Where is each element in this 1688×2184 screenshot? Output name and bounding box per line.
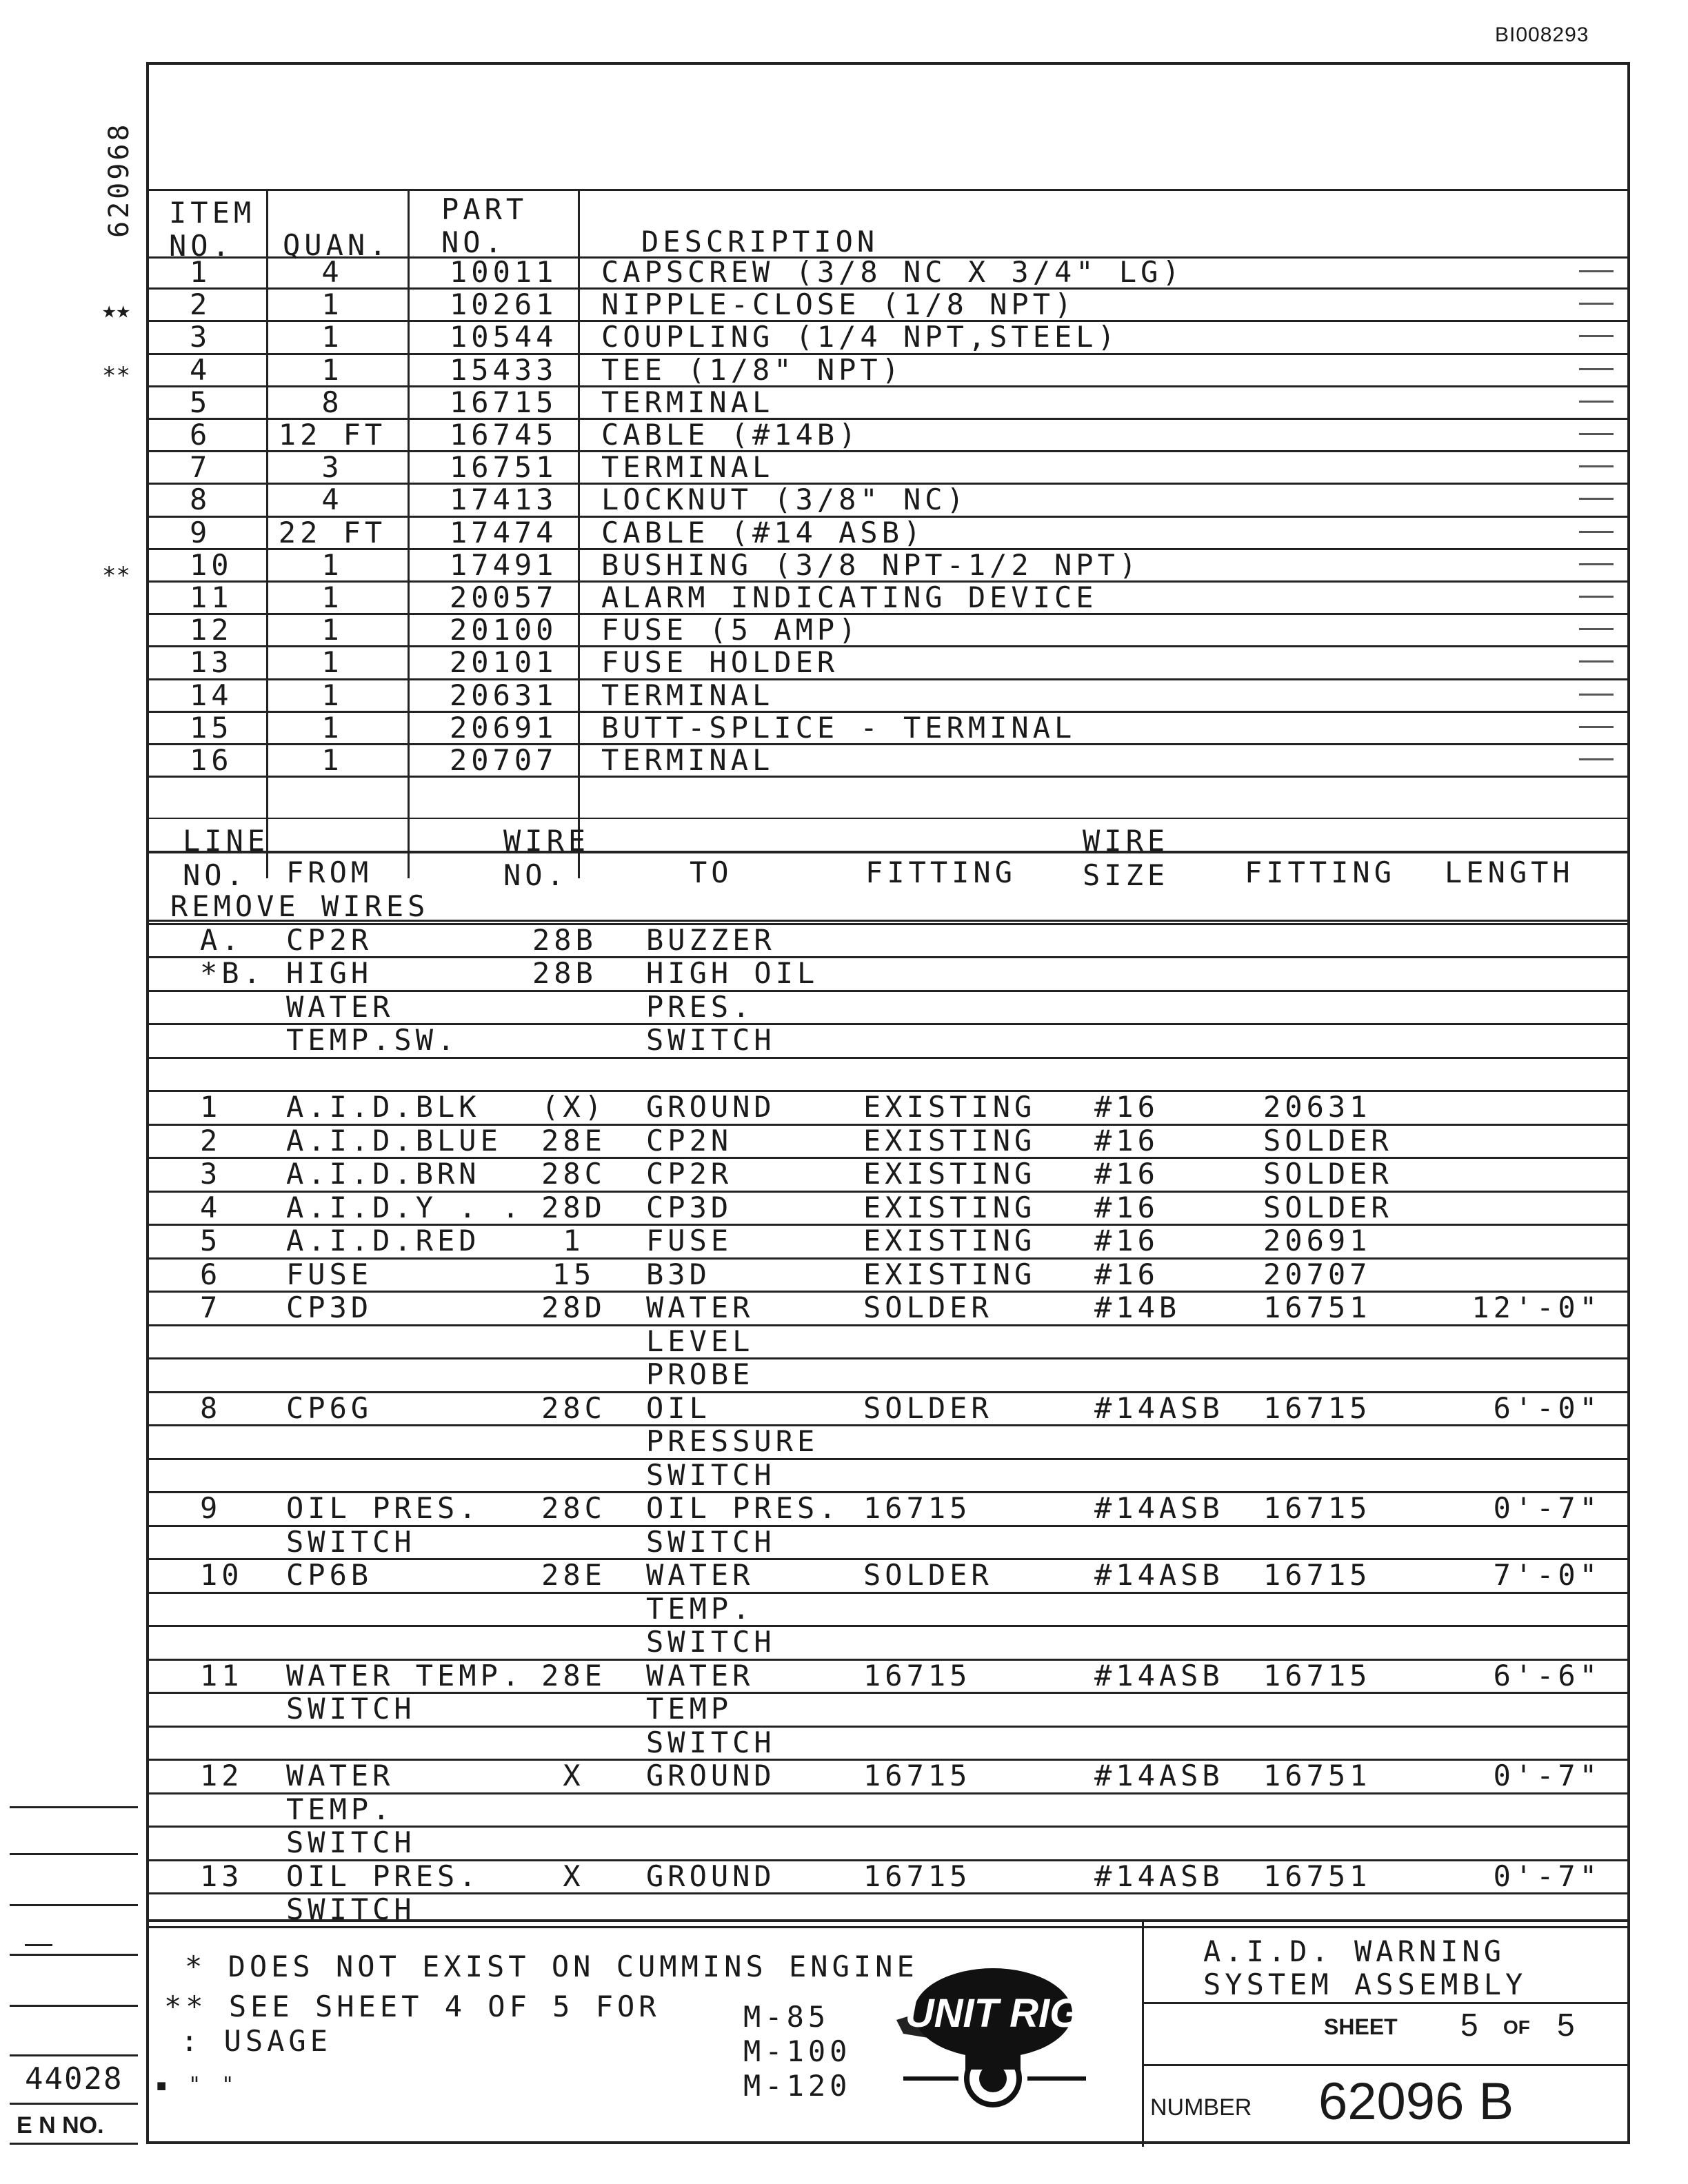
wire-from: OIL PRES. [286,1491,481,1525]
part-quantity: 12 FT [278,418,387,452]
wire-number: 28D [541,1190,606,1224]
part-item-no: 8 [190,483,212,517]
wire-size: #14ASB [1094,1491,1224,1525]
wire-from: OIL PRES. [286,1859,481,1893]
wire-to: CP2R [646,1157,733,1191]
model-m120: M-120 [743,2069,852,2103]
note-ditto: ▪ " " [155,2073,239,2097]
wire-size: #14ASB [1094,1759,1224,1792]
star-mark: ★★ [102,296,130,324]
wire-number: (X) [541,1090,606,1124]
part-quantity: 1 [321,710,343,745]
wire-to: SWITCH [646,1625,776,1659]
wire-fitting-to: 16751 [1263,1859,1372,1893]
wire-line-no: 10 [200,1558,243,1592]
part-description: CABLE (#14 ASB) [601,515,925,549]
part-quantity: 1 [321,547,343,582]
wire-size: #14B [1094,1291,1181,1324]
wire-from: CP6G [286,1391,373,1425]
wire-fitting-from: SOLDER [863,1391,993,1425]
part-item-no: 13 [190,645,233,680]
part-item-no: 3 [190,320,212,354]
remove-from: TEMP.SW. [286,1023,459,1057]
part-quantity: 1 [321,352,343,387]
wire-number: 28D [541,1291,606,1324]
wire-to: TEMP [646,1692,733,1726]
wire-line-no: 7 [200,1291,222,1324]
remove-line-no: A. [200,922,243,957]
model-m100: M-100 [743,2034,852,2068]
star-mark: ** [102,362,130,390]
wire-length: 0'-7" [1493,1491,1601,1525]
wire-from: WATER TEMP. [286,1658,524,1692]
part-item-no: 2 [190,287,212,322]
part-quantity: 8 [321,385,343,419]
note-see-sheet: ** SEE SHEET 4 OF 5 FOR [164,1990,661,2023]
wire-to: WATER [646,1291,754,1324]
wire-size: #16 [1094,1190,1159,1224]
wire-fitting-to: SOLDER [1263,1190,1393,1224]
side-label-text: 620968 [103,121,135,238]
wire-from: A.I.D.Y . . [286,1190,524,1224]
wire-line-no: 8 [200,1391,222,1425]
part-quantity: 1 [321,320,343,354]
drawing-number: 62096 B [1318,2072,1514,2131]
part-description: TERMINAL [601,743,774,777]
header-length: LENGTH [1445,856,1574,889]
number-label: NUMBER [1150,2094,1252,2121]
wire-fitting-from: EXISTING [863,1090,1036,1124]
part-quantity: 4 [321,483,343,517]
document-id: BI008293 [1495,23,1589,46]
wire-to: SWITCH [646,1725,776,1759]
wire-line-no: 13 [200,1859,243,1893]
remove-from: CP2R [286,922,373,957]
part-number: 15433 [450,352,558,387]
wire-size: #16 [1094,1257,1159,1291]
wire-from: WATER [286,1759,394,1792]
wire-line-no: 9 [200,1491,222,1525]
wire-from: A.I.D.RED [286,1224,481,1257]
wire-fitting-from: EXISTING [863,1157,1036,1191]
wire-size: #16 [1094,1123,1159,1157]
dash-mark [25,1944,52,1946]
sheet-total: 5 [1557,2007,1575,2043]
part-quantity: 3 [321,450,343,485]
wire-fitting-to: 20631 [1263,1090,1372,1124]
wire-number: 1 [563,1224,585,1257]
part-number: 20691 [450,710,558,745]
part-number: 20707 [450,743,558,777]
remove-to: PRES. [646,989,754,1024]
wire-size: #14ASB [1094,1859,1224,1893]
of-label: OF [1503,2016,1530,2038]
part-item-no: 16 [190,743,233,777]
wire-length: 0'-7" [1493,1859,1601,1893]
wire-size: #16 [1094,1224,1159,1257]
remove-wire-no: 28B [532,956,597,990]
wire-to: LEVEL [646,1324,754,1358]
part-item-no: 1 [190,255,212,289]
wire-length: 6'-0" [1493,1391,1601,1425]
en-label: E N NO. [17,2112,104,2138]
header-part-no: PART NO. [441,192,528,260]
wire-from: A.I.D.BLUE [286,1123,502,1157]
part-quantity: 1 [321,645,343,680]
part-item-no: 5 [190,385,212,419]
wire-to: GROUND [646,1090,776,1124]
part-number: 20631 [450,678,558,712]
wire-size: #16 [1094,1157,1159,1191]
wire-fitting-to: 16715 [1263,1491,1372,1525]
header-from: FROM [286,856,373,889]
part-description: LOCKNUT (3/8" NC) [601,483,968,517]
en-number: 44028 [25,2061,123,2096]
wire-size: #16 [1094,1090,1159,1124]
wire-fitting-from: SOLDER [863,1558,993,1592]
part-number: 20057 [450,580,558,614]
part-description: ALARM INDICATING DEVICE [601,580,1098,614]
wire-fitting-to: 16751 [1263,1291,1372,1324]
wire-fitting-from: EXISTING [863,1257,1036,1291]
part-description: FUSE HOLDER [601,645,839,680]
part-item-no: 10 [190,547,233,582]
part-item-no: 15 [190,710,233,745]
header-fitting-1: FITTING [865,856,1017,889]
header-quan: QUAN. [283,228,391,262]
part-number: 17491 [450,547,558,582]
part-number: 10544 [450,320,558,354]
header-line-no: LINE NO. [183,824,270,893]
wire-to: CP2N [646,1123,733,1157]
wire-to: TEMP. [646,1591,754,1626]
wire-from: SWITCH [286,1892,416,1926]
remove-to: SWITCH [646,1023,776,1057]
sheet-number: 5 [1460,2007,1478,2043]
wire-fitting-to: SOLDER [1263,1157,1393,1191]
wire-fitting-from: 16715 [863,1491,972,1525]
wire-to: WATER [646,1558,754,1592]
wire-from: CP3D [286,1291,373,1324]
wire-to: B3D [646,1257,711,1291]
wire-fitting-from: EXISTING [863,1123,1036,1157]
wiring-table [146,0,1630,2184]
wire-to: SWITCH [646,1457,776,1492]
part-description: TERMINAL [601,450,774,485]
part-item-no: 9 [190,515,212,549]
note-cummins: * DOES NOT EXIST ON CUMMINS ENGINE [185,1950,918,1983]
part-number: 16751 [450,450,558,485]
part-description: COUPLING (1/4 NPT,STEEL) [601,320,1119,354]
wire-length: 0'-7" [1493,1759,1601,1792]
part-description: NIPPLE-CLOSE (1/8 NPT) [601,287,1076,322]
wire-to: SWITCH [646,1524,776,1559]
wire-line-no: 3 [200,1157,222,1191]
part-item-no: 12 [190,613,233,647]
remove-line-no: *B. [200,956,265,990]
wire-from: TEMP. [286,1792,394,1826]
part-description: TERMINAL [601,678,774,712]
model-m85: M-85 [743,2000,830,2034]
part-number: 10011 [450,255,558,289]
wire-fitting-to: 16715 [1263,1658,1372,1692]
part-number: 10261 [450,287,558,322]
part-quantity: 1 [321,743,343,777]
note-usage: : USAGE [181,2024,332,2058]
wire-to: PROBE [646,1357,754,1391]
title-line-1: A.I.D. WARNING [1203,1934,1506,1968]
wire-from: FUSE [286,1257,373,1291]
remove-to: BUZZER [646,922,776,957]
wire-number: 28C [541,1391,606,1425]
part-quantity: 1 [321,287,343,322]
wire-from: CP6B [286,1558,373,1592]
part-description: CABLE (#14B) [601,418,861,452]
part-description: FUSE (5 AMP) [601,613,861,647]
title-line-2: SYSTEM ASSEMBLY [1203,1968,1527,2001]
wire-fitting-to: 20707 [1263,1257,1372,1291]
wire-fitting-to: 16715 [1263,1558,1372,1592]
wire-line-no: 4 [200,1190,222,1224]
wire-fitting-from: EXISTING [863,1224,1036,1257]
unit-rig-logo [890,1958,1096,2110]
part-quantity: 22 FT [278,515,387,549]
sheet-label: SHEET [1324,2014,1398,2039]
remove-from: HIGH [286,956,373,990]
part-number: 20100 [450,613,558,647]
part-number: 17413 [450,483,558,517]
wire-number: 15 [552,1257,596,1291]
part-description: TEE (1/8" NPT) [601,352,904,387]
logo-text: UNIT RIG [905,1991,1081,2036]
wire-to: CP3D [646,1190,733,1224]
wire-fitting-to: 16751 [1263,1759,1372,1792]
wire-number: X [563,1859,585,1893]
wire-to: OIL [646,1391,711,1425]
wire-to: GROUND [646,1759,776,1792]
part-number: 16745 [450,418,558,452]
wire-line-no: 11 [200,1658,243,1692]
wire-number: 28E [541,1123,606,1157]
wire-fitting-to: SOLDER [1263,1123,1393,1157]
header-fitting-2: FITTING [1245,856,1396,889]
remove-wires-label: REMOVE WIRES [170,889,430,923]
wire-from: A.I.D.BLK [286,1090,481,1124]
remove-wire-no: 28B [532,922,597,957]
wire-from: SWITCH [286,1692,416,1726]
wire-to: FUSE [646,1224,733,1257]
part-number: 20101 [450,645,558,680]
part-description: BUTT-SPLICE - TERMINAL [601,710,1076,745]
side-label [103,100,145,238]
wire-size: #14ASB [1094,1391,1224,1425]
part-quantity: 4 [321,255,343,289]
part-quantity: 1 [321,613,343,647]
remove-to: HIGH OIL [646,956,819,990]
wire-line-no: 5 [200,1224,222,1257]
wire-length: 6'-6" [1493,1658,1601,1692]
part-quantity: 1 [321,678,343,712]
wire-size: #14ASB [1094,1658,1224,1692]
wire-size: #14ASB [1094,1558,1224,1592]
part-item-no: 6 [190,418,212,452]
wire-length: 12'-0" [1471,1291,1601,1324]
part-quantity: 1 [321,580,343,614]
part-item-no: 4 [190,352,212,387]
wire-number: X [563,1759,585,1792]
wire-from: SWITCH [286,1826,416,1859]
wire-from: A.I.D.BRN [286,1157,481,1191]
wire-fitting-from: 16715 [863,1859,972,1893]
wire-fitting-from: SOLDER [863,1291,993,1324]
wire-fitting-from: 16715 [863,1759,972,1792]
part-description: BUSHING (3/8 NPT-1/2 NPT) [601,547,1141,582]
wire-line-no: 6 [200,1257,222,1291]
wire-length: 7'-0" [1493,1558,1601,1592]
part-item-no: 11 [190,580,233,614]
header-wire-size: WIRE SIZE [1083,824,1169,893]
wire-from: SWITCH [286,1524,416,1559]
header-description: DESCRIPTION [641,225,879,259]
part-description: TERMINAL [601,385,774,419]
wire-number: 28E [541,1658,606,1692]
wire-fitting-to: 16715 [1263,1391,1372,1425]
wire-number: 28C [541,1157,606,1191]
wire-line-no: 1 [200,1090,222,1124]
header-wire-no: WIRE NO. [503,824,590,893]
wire-number: 28C [541,1491,606,1525]
star-mark: ** [102,562,130,589]
note-usage-text: USAGE [223,2024,332,2058]
part-number: 17474 [450,515,558,549]
wire-to: PRESSURE [646,1424,819,1458]
part-description: CAPSCREW (3/8 NC X 3/4" LG) [601,255,1184,289]
part-item-no: 7 [190,450,212,485]
header-to: TO [690,856,733,889]
wire-fitting-from: EXISTING [863,1190,1036,1224]
part-item-no: 14 [190,678,233,712]
wire-fitting-from: 16715 [863,1658,972,1692]
header-item-no: ITEM NO. [169,196,256,263]
remove-from: WATER [286,989,394,1024]
wire-to: OIL PRES. [646,1491,841,1525]
wire-number: 28E [541,1558,606,1592]
wire-to: GROUND [646,1859,776,1893]
part-number: 16715 [450,385,558,419]
wire-line-no: 2 [200,1123,222,1157]
wire-fitting-to: 20691 [1263,1224,1372,1257]
wire-line-no: 12 [200,1759,243,1792]
wire-to: WATER [646,1658,754,1692]
